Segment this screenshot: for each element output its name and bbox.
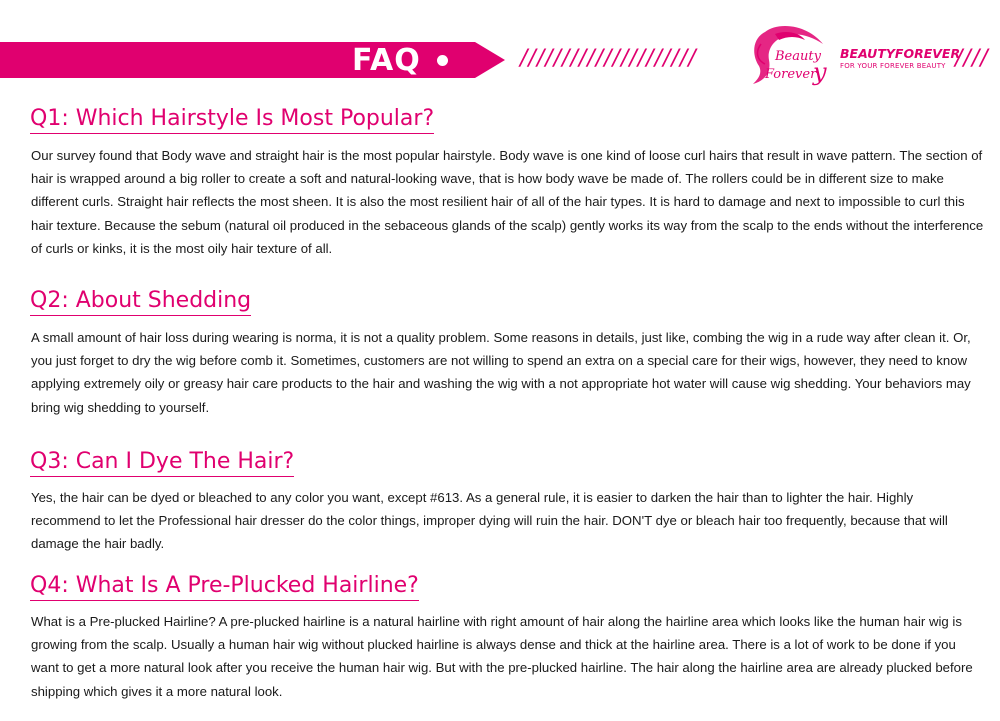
logo-script-beauty: Beauty: [775, 49, 821, 64]
faq-question-1: Q1: Which Hairstyle Is Most Popular?: [30, 107, 434, 134]
faq-answer-2: A small amount of hair loss during wearing is norma, it is not a quality problem. Some reasons in details, just like, combing the wig in a rude way after clean it. Or, you just forget to dry the wig before comb it. Sometimes, customers are not willing to spend an extra on a special care for their wigs, however, they need to know applying extremely oily or greasy hair care products to the hair and washing the wig with a not appropriate hot water will cause wig shedding. Your behaviors may bring wig shedding to yourself.: [31, 330, 971, 415]
logo-script-forever: Forever: [765, 67, 817, 82]
faq-title: FAQ: [352, 43, 421, 78]
faq-banner: [0, 38, 1000, 86]
faq-answer-4: What is a Pre-plucked Hairline? A pre-plucked hairline is a natural hairline with right amount of hair along the hairline area which looks like the human hair wig is growing from the scalp. Usually a human hair wig without plucked hairline is always dense and thick at the hairline area. There is a lot of work to be done if you want to get a more natural look after you receive the human hair wig. But with the pre-plucked hairline. The hair along the hairline area are already plucked before shipping which gives it a more natural look.: [31, 614, 973, 699]
faq-question-4: Q4: What Is A Pre-Plucked Hairline?: [30, 574, 419, 601]
decorative-slashes-left: /////////////////////: [520, 46, 697, 71]
beautyforever-logo-icon: [745, 24, 835, 88]
brand-name: BEAUTYFOREVER: [840, 46, 961, 61]
faq-question-3: Q3: Can I Dye The Hair?: [30, 450, 294, 477]
faq-answer-3: Yes, the hair can be dyed or bleached to any color you want, except #613. As a general rule, it is easier to darken the hair than to lighter the hair. Highly recommend to let the Professional hair dresser do the color things, improper dying will ruin the hair. DON'T dye or bleach hair too frequently, because that will damage the hair badly.: [31, 490, 948, 552]
brand-tagline: FOR YOUR FOREVER BEAUTY: [840, 62, 946, 70]
faq-dot-icon: [437, 55, 448, 66]
banner-arrow-bar: [0, 42, 505, 78]
faq-answer-1: Our survey found that Body wave and straight hair is the most popular hairstyle. Body wave is one kind of loose curl hairs that result in wave pattern. The section of hair is wrapped around a big roller to create a soft and natural-looking wave, that is how body wave be made of. The rollers could be in different size to make different curls. Straight hair reflects the most sheen. It is also the most resilient hair of all of the hair types. It is hard to damage and next to impossible to curl this hair texture. Because the sebum (natural oil produced in the sebaceous glands of the scalp) gently works its way from the scalp to the ends without the interference of curls or kinks, it is the most oily hair texture of all.: [31, 148, 984, 256]
faq-question-2: Q2: About Shedding: [30, 289, 251, 316]
logo-script-y: y: [813, 58, 827, 86]
decorative-slashes-right: ////: [955, 46, 989, 71]
